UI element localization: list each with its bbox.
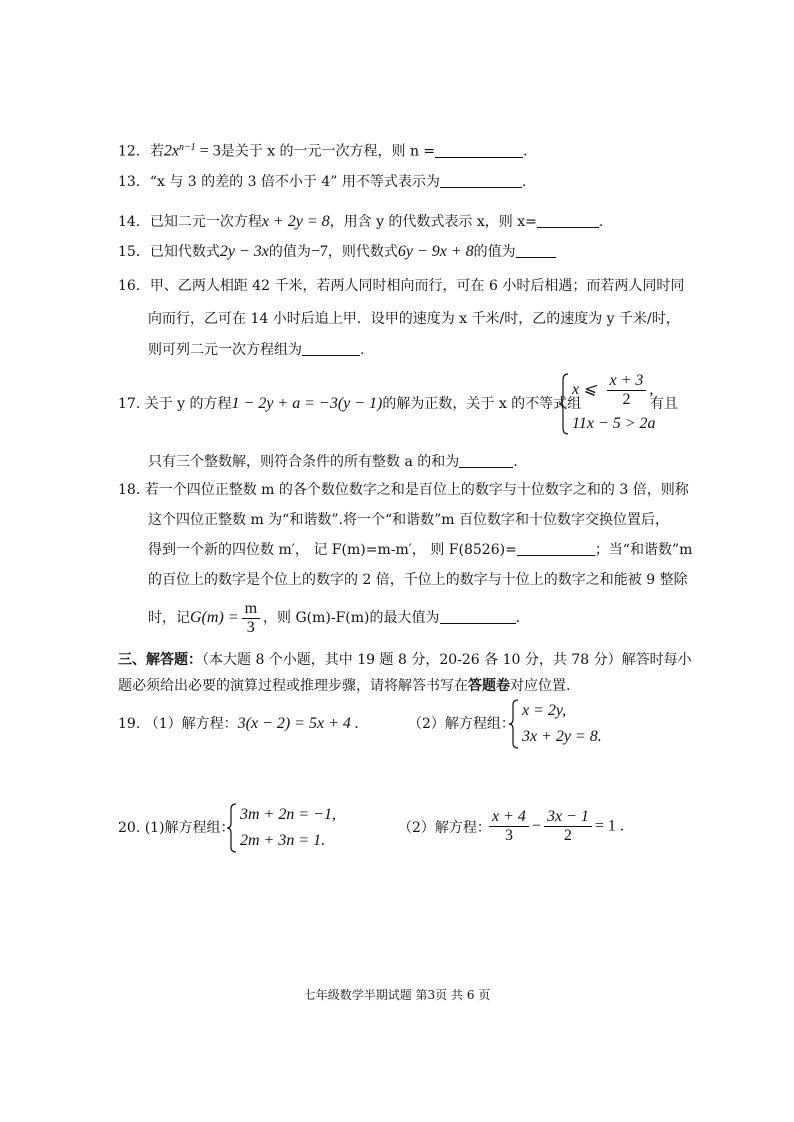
q15-text3: 的值为 [473, 244, 516, 260]
q18-end: . [515, 610, 520, 626]
page-footer: 七年级数学半期试题 第3页 共 6 页 [303, 988, 491, 1002]
q17-eq: 1 − 2y + a = −3(y − 1) [231, 395, 383, 412]
question-19-part1 [118, 714, 359, 734]
q20-f2-numerator: 3x − 1 [544, 808, 592, 827]
q17-inequality-system [558, 372, 656, 437]
q14-answer-blank [537, 213, 599, 228]
q12-end: . [523, 143, 528, 160]
left-brace-icon [508, 698, 520, 750]
section-3-title: 三、解答题： [118, 652, 202, 668]
q20-minus: − [531, 817, 541, 835]
question-16-line2: 向而行，乙可在 14 小时后追上甲．设甲的速度为 x 千米/时，乙的速度为 y 千米/时， [148, 311, 680, 327]
q18-g-numerator: m [242, 600, 260, 619]
question-18-line5 [148, 598, 520, 638]
q15-text2: ，则代数式 [327, 244, 398, 260]
q18-g: G(m) = [190, 609, 239, 626]
q20-p2-label: （2）解方程： [398, 820, 491, 836]
q20-f1-numerator: x + 4 [489, 808, 529, 827]
q18-answer-blank-1 [517, 541, 595, 556]
question-18-line2: 这个四位正整数 m 为“和谐数”.将一个“和谐数”m 百位数字和十位数字交换位置后， [148, 512, 669, 528]
q14-text: ，用含 y 的代数式表示 x，则 x= [329, 214, 537, 230]
q12-text: 是关于 x 的一元一次方程，则 n = [220, 143, 436, 160]
q19-row1: x = 2y, [522, 702, 567, 719]
q16-answer-blank [302, 341, 360, 356]
q14-eq: x + 2y = 8 [261, 213, 330, 230]
q18-line3b: ；当“和谐数”m [594, 542, 693, 558]
q20-rhs: = 1 . [594, 817, 624, 835]
section-3-line1 [118, 650, 692, 670]
q15-label: 15．已知代数式 [118, 244, 220, 260]
question-18-line3 [148, 540, 692, 560]
q17-answer-blank [459, 453, 513, 468]
q19-equation-system [508, 698, 602, 750]
q17-row1-left: x ⩽ [572, 381, 597, 399]
q20-row2: 2m + 3n = 1. [240, 832, 326, 849]
question-18-line1: 18. 若一个四位正整数 m 的各个数位数字之和是百位上的数字与十位数字之和的 3 倍，则称 [118, 482, 689, 498]
question-14 [118, 212, 603, 232]
q20-f1-denominator: 3 [504, 827, 513, 844]
question-18-line4: 的百位上的数字是个位上的数字的 2 倍，千位上的数字与十位上的数字之和能被 9 整除 [148, 572, 688, 588]
q15-answer-blank [516, 243, 556, 258]
q17-text: 的解为正数，关于 x 的不等式组 [382, 396, 582, 412]
q19-row2: 3x + 2y = 8. [522, 728, 602, 745]
q18-line5a: 时，记 [148, 610, 190, 626]
question-12 [118, 138, 528, 162]
q19-p2-label: （2）解方程组： [408, 716, 515, 732]
section-3-intro: （本大题 8 个小题，其中 19 题 8 分，20-26 各 10 分，共 78 分）解答时每小 [202, 652, 692, 668]
q18-g-denominator: 3 [246, 618, 255, 636]
q17-end: . [513, 454, 518, 470]
question-16-line3 [148, 340, 364, 360]
q18-line5b: ，则 G(m)-F(m)的最大值为 [263, 610, 440, 626]
q20-equation-system [226, 802, 336, 854]
q12-eq: 2x [163, 142, 179, 160]
left-brace-icon [226, 802, 238, 854]
q15-eq1: 2y − 3x [219, 243, 269, 260]
question-17-line2 [148, 452, 518, 472]
question-17-line1 [118, 394, 581, 414]
q13-end: . [521, 174, 527, 190]
q17-row1-numerator: x + 3 [607, 372, 647, 391]
q16-line3-text: 则可列二元一次方程组为 [148, 342, 302, 358]
section-3-line2a: 题必须给出必要的演算过程或推理步骤，请将解答书写在 [118, 678, 468, 694]
q19-p1-label: 19. （1）解方程： [118, 716, 238, 732]
q20-f2-denominator: 2 [563, 827, 572, 844]
q15-eq2: 6y − 9x + 8 [397, 243, 474, 260]
q17-row1-denominator: 2 [622, 391, 631, 408]
question-16-line1: 16．甲、乙两人相距 42 千米，若两人同时相向而行，可在 6 小时后相遇；而若两人同时同 [118, 278, 685, 294]
q14-end: . [598, 214, 604, 230]
q17-tail: 有且 [650, 396, 678, 412]
question-15 [118, 242, 556, 262]
left-brace-icon [558, 372, 570, 436]
section-3-answer-sheet: 答题卷 [468, 678, 510, 694]
q17-label: 17. 关于 y 的方程 [118, 396, 232, 412]
q12-answer-blank [435, 143, 523, 158]
q20-p1-label: 20. (1)解方程组： [118, 820, 235, 836]
q17-row2: 11x − 5 > 2a [572, 415, 656, 432]
q16-end: . [360, 342, 365, 358]
q15-text1: 的值为 [268, 244, 311, 260]
section-3-line2 [118, 676, 570, 696]
q12-label: 12．若 [118, 143, 164, 160]
q17-row1-end: , [649, 381, 654, 399]
q13-text: 13．“x 与 3 的差的 3 倍不小于 4” 用不等式表示为 [118, 174, 440, 190]
q14-label: 14．已知二元一次方程 [118, 214, 262, 230]
q12-eq-rhs: = 3 [195, 142, 221, 160]
q18-answer-blank-2 [440, 609, 516, 624]
q19-eq1: 3(x − 2) = 5x + 4 . [237, 715, 359, 732]
question-13 [118, 172, 526, 192]
q20-row1: 3m + 2n = −1, [240, 806, 336, 823]
section-3-line2c: 对应位置. [510, 678, 571, 694]
q13-answer-blank [440, 173, 522, 188]
q12-exponent: n−1 [178, 142, 196, 153]
q17-line2-text: 只有三个整数解，则符合条件的所有整数 a 的和为 [148, 454, 460, 470]
q18-line3a: 得到一个新的四位数 m′， 记 F(m)=m-m′， 则 F(8526)= [148, 542, 517, 558]
q20-fraction-equation [486, 808, 624, 845]
q15-value: −7 [310, 243, 328, 260]
